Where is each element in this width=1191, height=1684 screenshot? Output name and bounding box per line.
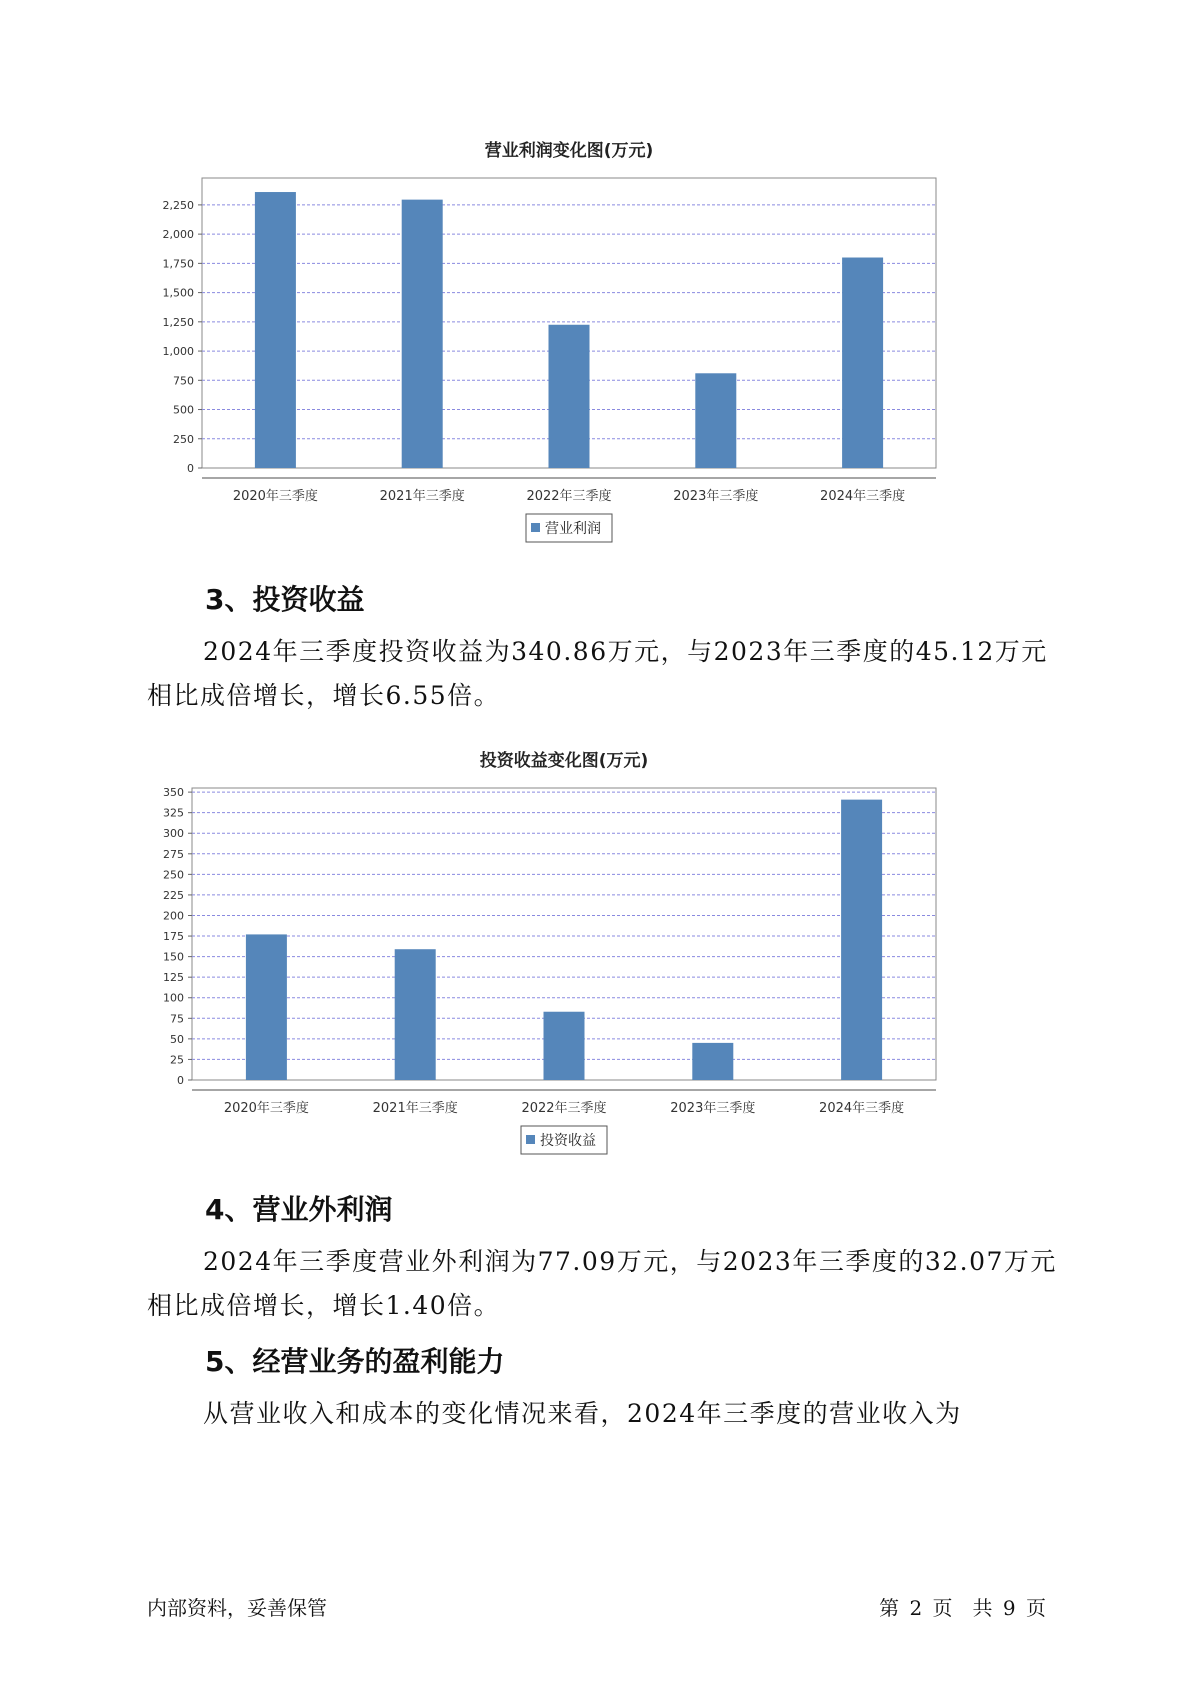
x-tick-label: 2020年三季度	[232, 489, 318, 504]
legend-swatch	[531, 523, 540, 532]
y-tick-label: 750	[173, 374, 194, 388]
y-tick-label: 150	[163, 950, 184, 964]
x-tick-label: 2022年三季度	[526, 489, 612, 504]
y-tick-label: 25	[170, 1053, 184, 1067]
legend-swatch	[526, 1135, 535, 1144]
investment-income-chart-svg	[140, 742, 1040, 1162]
x-tick-label: 2023年三季度	[670, 1101, 756, 1116]
y-tick-label: 75	[170, 1012, 184, 1026]
y-tick-label: 0	[177, 1074, 184, 1087]
section-investment-heading: 3、投资收益	[205, 583, 365, 616]
y-tick-label: 2,000	[162, 228, 194, 242]
bar	[395, 949, 436, 1080]
y-tick-label: 250	[173, 432, 194, 446]
bar	[692, 1043, 733, 1080]
y-tick-label: 175	[163, 930, 184, 944]
section-non-operating-text: 2024年三季度营业外利润为77.09万元，与2023年三季度的32.07万元相比成倍增长，增长1.40倍。	[147, 1247, 1057, 1320]
y-tick-label: 200	[163, 909, 184, 923]
x-tick-label: 2022年三季度	[521, 1101, 607, 1116]
y-tick-label: 100	[163, 991, 184, 1005]
y-tick-label: 2,250	[162, 198, 194, 212]
footer-confidential: 内部资料，妥善保管	[147, 1596, 327, 1620]
y-tick-label: 1,000	[162, 345, 194, 359]
section-profitability-text: 从营业收入和成本的变化情况来看，2024年三季度的营业收入为	[203, 1399, 962, 1428]
y-tick-label: 300	[163, 827, 184, 841]
bar	[246, 934, 287, 1080]
bar	[695, 373, 736, 468]
section-profitability-heading: 5、经营业务的盈利能力	[205, 1345, 505, 1378]
y-tick-label: 350	[163, 786, 184, 800]
bar	[255, 192, 296, 468]
chart-title: 投资收益变化图(万元)	[479, 751, 649, 771]
y-tick-label: 325	[163, 806, 184, 820]
x-tick-label: 2021年三季度	[379, 489, 465, 504]
y-tick-label: 1,500	[162, 286, 194, 300]
legend-label: 营业利润	[545, 521, 601, 537]
x-tick-label: 2024年三季度	[820, 489, 906, 504]
section-non-operating-heading: 4、营业外利润	[205, 1193, 393, 1226]
y-tick-label: 0	[187, 462, 194, 475]
y-tick-label: 125	[163, 971, 184, 985]
chart-title: 营业利润变化图(万元)	[484, 141, 654, 161]
bar	[549, 325, 590, 468]
x-tick-label: 2023年三季度	[673, 489, 759, 504]
bar	[841, 800, 882, 1080]
y-tick-label: 1,250	[162, 315, 194, 329]
x-tick-label: 2020年三季度	[223, 1101, 309, 1116]
y-tick-label: 1,750	[162, 257, 194, 271]
bar	[544, 1012, 585, 1080]
y-tick-label: 50	[170, 1032, 184, 1046]
footer-page-number: 第 2 页 共 9 页	[879, 1596, 1046, 1620]
y-tick-label: 500	[173, 403, 194, 417]
y-tick-label: 275	[163, 847, 184, 861]
x-tick-label: 2021年三季度	[372, 1101, 458, 1116]
y-tick-label: 250	[163, 868, 184, 882]
bar	[402, 200, 443, 468]
operating-profit-chart	[140, 130, 1040, 550]
y-tick-label: 225	[163, 888, 184, 902]
investment-income-chart	[140, 742, 1040, 1162]
operating-profit-chart-svg	[140, 130, 1040, 550]
legend-label: 投资收益	[540, 1133, 596, 1149]
section-investment-text: 2024年三季度投资收益为340.86万元，与2023年三季度的45.12万元相比成倍增长，增长6.55倍。	[147, 637, 1048, 710]
x-tick-label: 2024年三季度	[819, 1101, 905, 1116]
bar	[842, 258, 883, 468]
